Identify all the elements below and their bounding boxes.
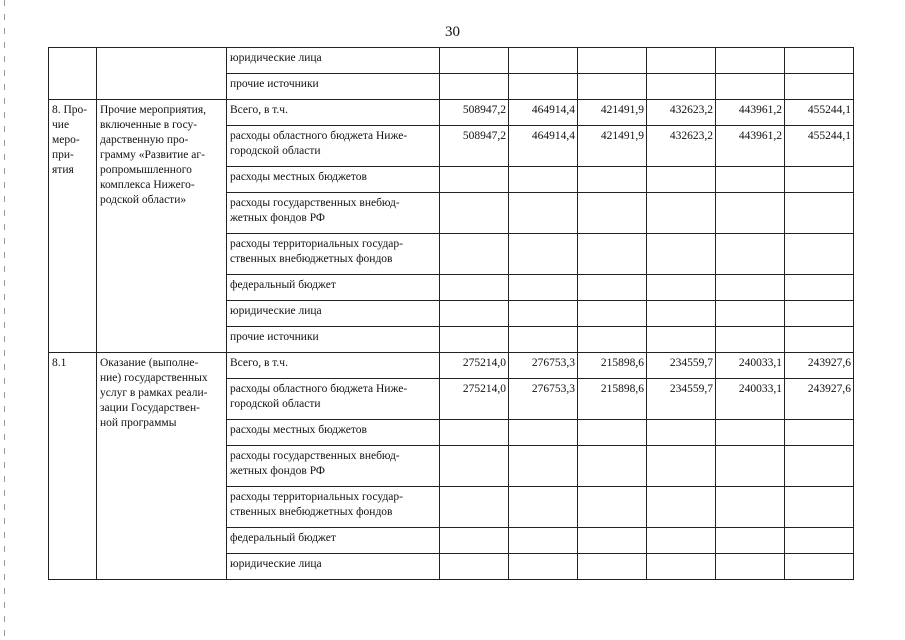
- value-cell: [647, 487, 716, 528]
- value-cell: [716, 446, 785, 487]
- value-cell: [785, 301, 854, 327]
- source-label-cell: юридические лица: [227, 554, 440, 580]
- value-cell: [440, 301, 509, 327]
- value-cell: [716, 301, 785, 327]
- value-cell: [440, 234, 509, 275]
- value-cell: 243927,6: [785, 379, 854, 420]
- source-label-cell: юридические лица: [227, 48, 440, 74]
- value-cell: 240033,1: [716, 353, 785, 379]
- value-cell: [440, 275, 509, 301]
- value-cell: [578, 487, 647, 528]
- value-cell: [647, 554, 716, 580]
- value-cell: [440, 48, 509, 74]
- source-label-cell: расходы государственных внебюд- жетных фондов РФ: [227, 446, 440, 487]
- value-cell: 455244,1: [785, 126, 854, 167]
- value-cell: [647, 446, 716, 487]
- value-cell: 240033,1: [716, 379, 785, 420]
- source-label-cell: федеральный бюджет: [227, 528, 440, 554]
- value-cell: [785, 554, 854, 580]
- value-cell: [509, 420, 578, 446]
- budget-table: [48, 47, 854, 580]
- value-cell: [440, 167, 509, 193]
- activity-description-cell: Прочие мероприятия, включенные в госу- дарственную про- грамму «Развитие аг- ропромышленного комплекса Нижего- родской области»: [97, 100, 227, 353]
- value-cell: [647, 275, 716, 301]
- value-cell: 464914,4: [509, 126, 578, 167]
- value-cell: [647, 234, 716, 275]
- value-cell: [509, 528, 578, 554]
- scan-edge-mark: [4, 0, 5, 640]
- value-cell: [716, 275, 785, 301]
- value-cell: [785, 446, 854, 487]
- value-cell: [785, 487, 854, 528]
- value-cell: [785, 420, 854, 446]
- value-cell: [578, 301, 647, 327]
- value-cell: 234559,7: [647, 379, 716, 420]
- value-cell: [785, 528, 854, 554]
- value-cell: 243927,6: [785, 353, 854, 379]
- value-cell: [509, 167, 578, 193]
- value-cell: [716, 528, 785, 554]
- value-cell: [509, 446, 578, 487]
- value-cell: [716, 48, 785, 74]
- value-cell: [509, 487, 578, 528]
- value-cell: 276753,3: [509, 353, 578, 379]
- value-cell: [440, 420, 509, 446]
- value-cell: 421491,9: [578, 100, 647, 126]
- value-cell: [785, 48, 854, 74]
- value-cell: [509, 554, 578, 580]
- value-cell: [578, 275, 647, 301]
- table-row: [49, 353, 854, 379]
- value-cell: [578, 528, 647, 554]
- value-cell: [578, 554, 647, 580]
- value-cell: 276753,3: [509, 379, 578, 420]
- value-cell: [509, 48, 578, 74]
- value-cell: [440, 193, 509, 234]
- value-cell: [785, 74, 854, 100]
- activity-code-cell: 8.1: [49, 353, 97, 580]
- value-cell: 234559,7: [647, 353, 716, 379]
- value-cell: [509, 193, 578, 234]
- value-cell: [509, 327, 578, 353]
- value-cell: 215898,6: [578, 353, 647, 379]
- value-cell: [716, 554, 785, 580]
- value-cell: [440, 487, 509, 528]
- value-cell: 275214,0: [440, 353, 509, 379]
- source-label-cell: Всего, в т.ч.: [227, 353, 440, 379]
- value-cell: [716, 487, 785, 528]
- value-cell: 275214,0: [440, 379, 509, 420]
- source-label-cell: Всего, в т.ч.: [227, 100, 440, 126]
- value-cell: [440, 446, 509, 487]
- value-cell: [509, 301, 578, 327]
- value-cell: [578, 234, 647, 275]
- value-cell: [647, 420, 716, 446]
- value-cell: [578, 327, 647, 353]
- value-cell: 432623,2: [647, 126, 716, 167]
- value-cell: [716, 167, 785, 193]
- source-label-cell: расходы местных бюджетов: [227, 420, 440, 446]
- table-row: [49, 48, 854, 74]
- value-cell: [647, 528, 716, 554]
- value-cell: [647, 167, 716, 193]
- value-cell: 432623,2: [647, 100, 716, 126]
- value-cell: [578, 446, 647, 487]
- source-label-cell: расходы государственных внебюд- жетных фондов РФ: [227, 193, 440, 234]
- value-cell: 443961,2: [716, 126, 785, 167]
- value-cell: 215898,6: [578, 379, 647, 420]
- source-label-cell: федеральный бюджет: [227, 275, 440, 301]
- value-cell: [785, 275, 854, 301]
- value-cell: [716, 234, 785, 275]
- value-cell: [785, 234, 854, 275]
- value-cell: [578, 48, 647, 74]
- source-label-cell: расходы территориальных государ- ственных внебюджетных фондов: [227, 234, 440, 275]
- activity-description-cell: Оказание (выполне- ние) государственных услуг в рамках реали- зации Государствен- ной программы: [97, 353, 227, 580]
- value-cell: [509, 275, 578, 301]
- value-cell: [716, 74, 785, 100]
- value-cell: 421491,9: [578, 126, 647, 167]
- page-number: 30: [445, 24, 460, 40]
- value-cell: [647, 193, 716, 234]
- value-cell: [716, 420, 785, 446]
- value-cell: [578, 193, 647, 234]
- source-label-cell: расходы местных бюджетов: [227, 167, 440, 193]
- activity-code-cell: 8. Про- чие меро- при- ятия: [49, 100, 97, 353]
- value-cell: [509, 74, 578, 100]
- value-cell: [647, 327, 716, 353]
- value-cell: [716, 193, 785, 234]
- source-label-cell: расходы областного бюджета Ниже- городской области: [227, 126, 440, 167]
- value-cell: [440, 74, 509, 100]
- value-cell: [785, 167, 854, 193]
- value-cell: [647, 74, 716, 100]
- value-cell: [578, 167, 647, 193]
- value-cell: [785, 193, 854, 234]
- value-cell: [578, 74, 647, 100]
- table-row: [49, 100, 854, 126]
- source-label-cell: прочие источники: [227, 74, 440, 100]
- value-cell: 508947,2: [440, 100, 509, 126]
- source-label-cell: расходы областного бюджета Ниже- городской области: [227, 379, 440, 420]
- value-cell: [647, 301, 716, 327]
- value-cell: [509, 234, 578, 275]
- value-cell: [578, 420, 647, 446]
- source-label-cell: расходы территориальных государ- ственных внебюджетных фондов: [227, 487, 440, 528]
- code-cell: [49, 48, 97, 100]
- value-cell: [440, 327, 509, 353]
- value-cell: 443961,2: [716, 100, 785, 126]
- value-cell: [440, 528, 509, 554]
- value-cell: [716, 327, 785, 353]
- value-cell: 464914,4: [509, 100, 578, 126]
- source-label-cell: прочие источники: [227, 327, 440, 353]
- value-cell: [647, 48, 716, 74]
- description-cell: [97, 48, 227, 100]
- value-cell: [785, 327, 854, 353]
- source-label-cell: юридические лица: [227, 301, 440, 327]
- value-cell: 455244,1: [785, 100, 854, 126]
- value-cell: [440, 554, 509, 580]
- value-cell: 508947,2: [440, 126, 509, 167]
